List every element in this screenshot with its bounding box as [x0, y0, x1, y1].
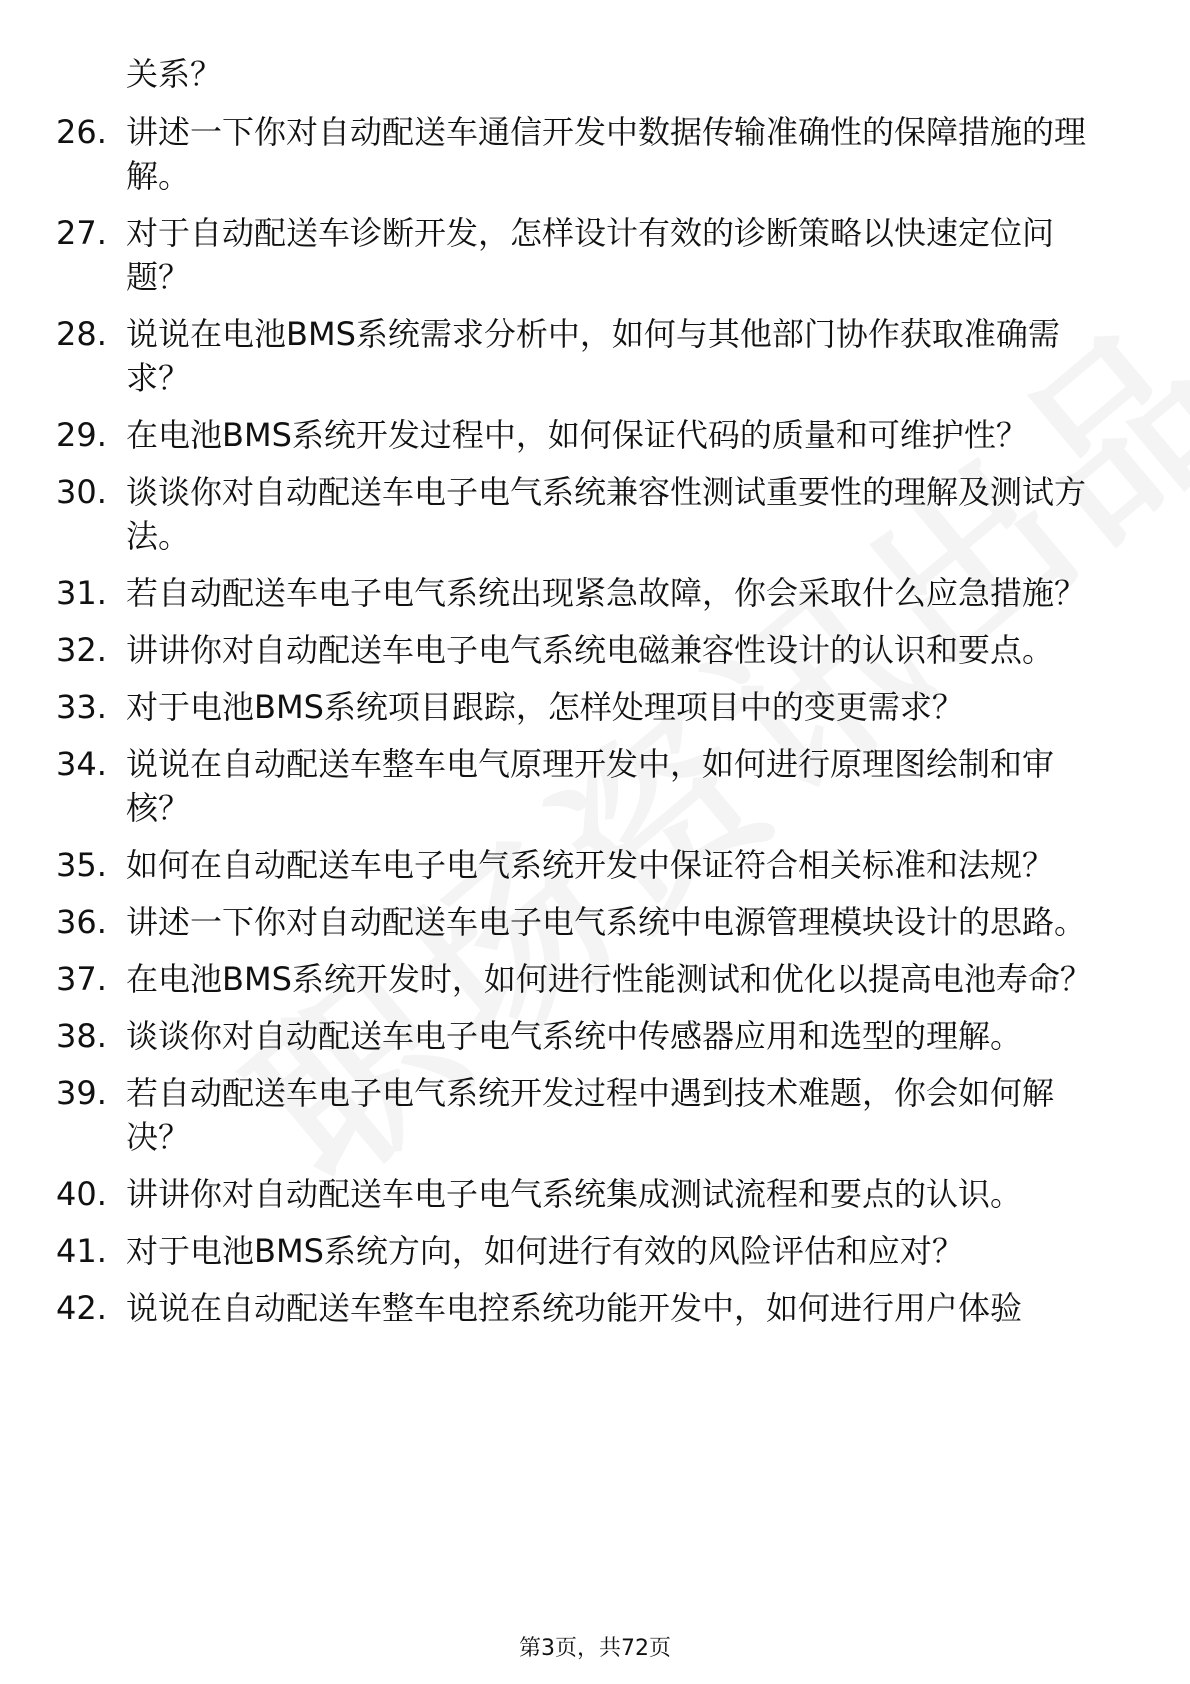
question-text: 在电池BMS系统开发时，如何进行性能测试和优化以提高电池寿命？ — [126, 960, 1092, 998]
question-number: 30. — [56, 473, 107, 511]
question-number: 36. — [56, 903, 107, 941]
question-item — [0, 312, 1116, 400]
question-number: 32. — [56, 631, 107, 669]
question-item — [0, 1286, 1116, 1330]
question-item — [0, 843, 1116, 887]
continued-question-text: 关系？ — [126, 55, 223, 93]
question-text: 若自动配送车电子电气系统出现紧急故障，你会采取什么应急措施？ — [126, 574, 1087, 612]
question-item — [0, 1071, 1116, 1159]
question-item — [0, 1172, 1116, 1216]
question-number: 42. — [56, 1289, 107, 1327]
question-number: 37. — [56, 960, 107, 998]
question-item — [0, 628, 1116, 672]
question-text: 说说在电池BMS系统需求分析中，如何与其他部门协作获取准确需求？ — [126, 315, 1060, 397]
question-number: 41. — [56, 1232, 107, 1270]
question-number: 29. — [56, 416, 107, 454]
question-text: 讲述一下你对自动配送车电子电气系统中电源管理模块设计的思路。 — [126, 903, 1087, 941]
question-item — [0, 957, 1116, 1001]
question-item — [0, 211, 1116, 299]
question-number: 39. — [56, 1074, 107, 1112]
question-list — [0, 110, 1190, 1343]
question-item — [0, 900, 1116, 944]
question-number: 31. — [56, 574, 107, 612]
question-item — [0, 685, 1116, 729]
question-item — [0, 1229, 1116, 1273]
question-text: 说说在自动配送车整车电控系统功能开发中，如何进行用户体验 — [126, 1289, 1023, 1327]
page-number-footer: 第3页，共72页 — [519, 1636, 671, 1661]
question-number: 33. — [56, 688, 107, 726]
question-text: 谈谈你对自动配送车电子电气系统中传感器应用和选型的理解。 — [126, 1017, 1023, 1055]
question-item — [0, 742, 1116, 830]
question-text: 若自动配送车电子电气系统开发过程中遇到技术难题，你会如何解决？ — [126, 1074, 1055, 1156]
question-item — [0, 571, 1116, 615]
question-text: 对于电池BMS系统方向，如何进行有效的风险评估和应对？ — [126, 1232, 964, 1270]
question-text: 在电池BMS系统开发过程中，如何保证代码的质量和可维护性？ — [126, 416, 1028, 454]
question-text: 说说在自动配送车整车电气原理开发中，如何进行原理图绘制和审核？ — [126, 745, 1055, 827]
question-text: 讲讲你对自动配送车电子电气系统电磁兼容性设计的认识和要点。 — [126, 631, 1055, 669]
question-text: 对于自动配送车诊断开发，怎样设计有效的诊断策略以快速定位问题？ — [126, 214, 1055, 296]
question-item — [0, 1014, 1116, 1058]
question-text: 对于电池BMS系统项目跟踪，怎样处理项目中的变更需求？ — [126, 688, 964, 726]
question-number: 38. — [56, 1017, 107, 1055]
question-number: 28. — [56, 315, 107, 353]
question-item — [0, 413, 1116, 457]
question-text: 讲述一下你对自动配送车通信开发中数据传输准确性的保障措施的理解。 — [126, 113, 1087, 195]
question-item — [0, 110, 1116, 198]
question-text: 如何在自动配送车电子电气系统开发中保证符合相关标准和法规？ — [126, 846, 1055, 884]
question-text: 谈谈你对自动配送车电子电气系统兼容性测试重要性的理解及测试方法。 — [126, 473, 1087, 555]
question-text: 讲讲你对自动配送车电子电气系统集成测试流程和要点的认识。 — [126, 1175, 1023, 1213]
question-number: 26. — [56, 113, 107, 151]
question-number: 34. — [56, 745, 107, 783]
question-number: 27. — [56, 214, 107, 252]
question-number: 35. — [56, 846, 107, 884]
question-item — [0, 470, 1116, 558]
question-number: 40. — [56, 1175, 107, 1213]
